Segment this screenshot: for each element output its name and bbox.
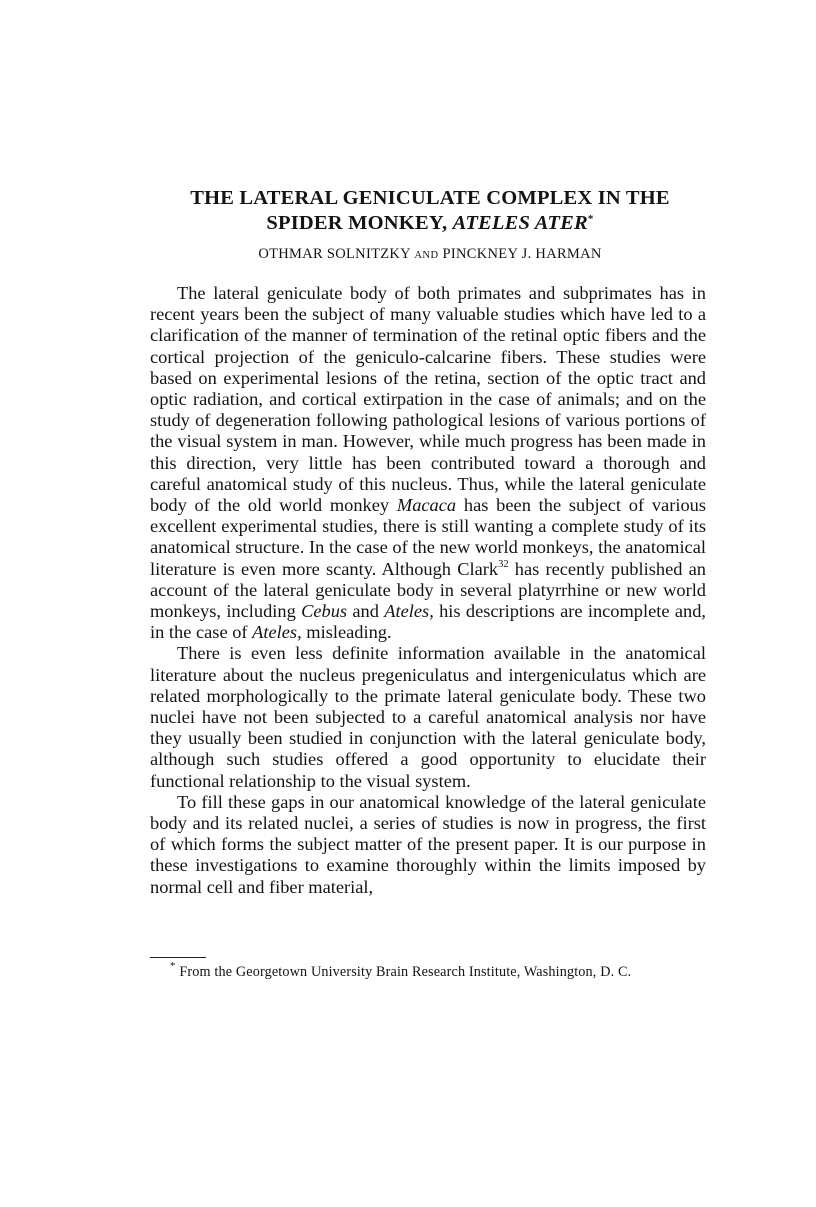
author-line [150, 244, 710, 266]
title-line-2-start: SPIDER MONKEY, [266, 212, 453, 234]
citation-ref: 32 [498, 558, 509, 570]
footnote-divider [150, 957, 206, 958]
title-line-2 [150, 211, 710, 236]
paragraph-2: There is even less definite information available in the anatomical literature about the nucleus pregeniculatus and intergeniculatus which are related morphologically to the primate lateral geniculate body. These two nuclei have not been subjected to a careful anatomical analysis nor have they usually been studied in conjunction with the lateral geniculate body, although such studies offered a good opportunity to elucidate their functional relationship to the visual system. [150, 643, 706, 791]
title-line-1: THE LATERAL GENICULATE COMPLEX IN THE [190, 187, 670, 209]
author-1: OTHMAR SOLNITZKY [258, 246, 411, 262]
p1-text-b: has been the subject of various excellent experimental studies, there is still wanting a complete study of its anatomical structure. In the case of the new world monkeys, the anatomical literature is even more scanty. Although Clark [150, 495, 706, 579]
footnote [170, 960, 710, 981]
paragraph-1 [150, 283, 706, 643]
article-title [150, 186, 710, 236]
p1-text-e: , his descriptions are incomplete and, in the case of [150, 601, 706, 643]
p1-macaca: Macaca [396, 495, 457, 516]
author-conjunction: AND [414, 250, 439, 261]
p1-text-a: The lateral geniculate body of both primates and subprimates has in recent years been the subject of many valuable studies which have led to a clarification of the manner of termination of the retinal optic fibers and the cortical projection of the geniculo-calcarine fibers. These studies were based on experimental lesions of the retina, section of the optic tract and optic radiation, and cortical extirpation in the case of animals; and on the study of degeneration following pathological lesions of various portions of the visual system in man. However, while much progress has been made in this direction, very little has been contributed toward a thorough and careful anatomical study of this nucleus. Thus, while the lateral geniculate body of the old world monkey [150, 283, 706, 516]
footnote-text: From the Georgetown University Brain Research Institute, Washington, D. C. [175, 964, 632, 980]
p1-ateles-1: Ateles [384, 601, 430, 622]
author-2: PINCKNEY J. HARMAN [442, 246, 602, 262]
p1-text-f: , misleading. [297, 622, 392, 643]
title-species: ATELES ATER [452, 212, 588, 234]
body-text [150, 283, 706, 898]
p1-text-d: and [347, 601, 385, 622]
p1-text-c: has recently published an account of the lateral geniculate body in several platyrrhine or new world monkeys, including [150, 558, 706, 622]
footnote-marker: * [170, 960, 176, 972]
title-footnote-marker: * [587, 213, 594, 225]
p1-ateles-2: Ateles [252, 622, 298, 643]
paragraph-3: To fill these gaps in our anatomical knowledge of the lateral geniculate body and its related nuclei, a series of studies is now in progress, the first of which forms the subject matter of the present paper. It is our purpose in these investigations to examine thoroughly within the limits imposed by normal cell and fiber material, [150, 791, 706, 897]
p1-cebus: Cebus [301, 601, 348, 622]
